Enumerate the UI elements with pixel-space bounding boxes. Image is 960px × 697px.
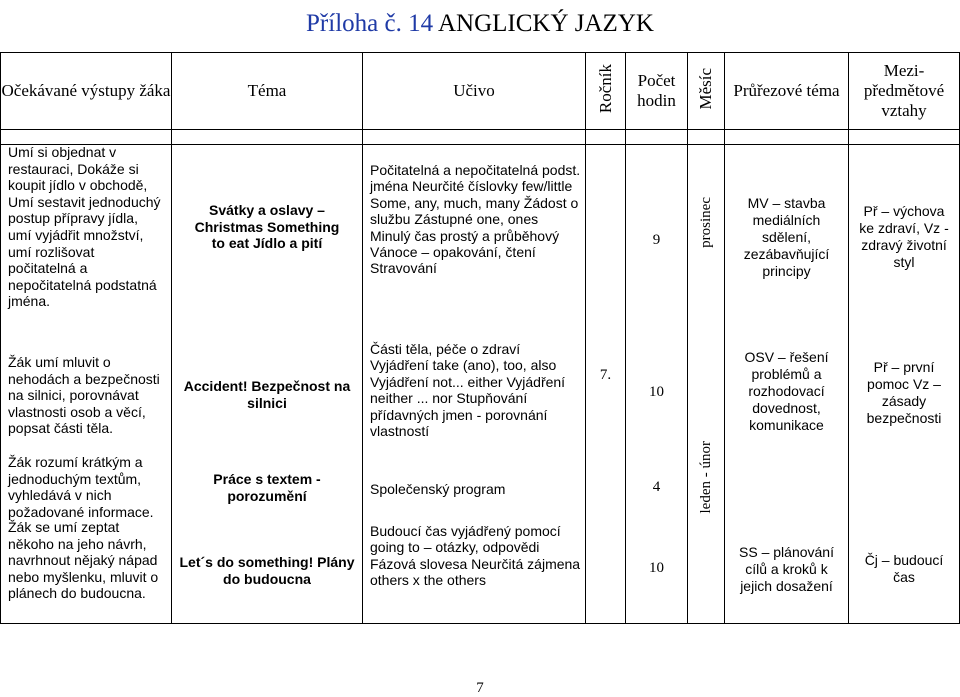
relations-text: Př – výchova ke zdraví, Vz -zdravý životní styl [859, 203, 949, 270]
header-content: Učivo [363, 53, 586, 130]
header-row [1, 53, 960, 130]
header-outputs: Očekávané výstupy žáka [1, 53, 172, 130]
topics-cell [172, 145, 363, 624]
header-relations: Mezi-předmětové vztahy [849, 53, 960, 130]
content-text: Počitatelná a nepočitatelná podst. jména Neurčité číslovky few/little Some, any, much, many Žádost o službu Zástupné one, ones Minulý čas prostý a průběhový Vánoce – opakování, čtení Stravování [370, 162, 581, 277]
cross-text: OSV – řešení problémů a rozhodovací dovednost, komunikace [744, 349, 829, 433]
topic-text: Práce s textem - porozumění [213, 471, 321, 504]
relations-text: Př – první pomoc Vz – zásady bezpečnosti [866, 359, 942, 426]
hours-value: 10 [649, 384, 664, 400]
title-subject: ANGLICKÝ JAZYK [437, 10, 654, 37]
output-text: Umí si objednat v restauraci, Dokáže si koupit jídlo v obchodě, Umí sestavit jednoduchý postup přípravy jídla, umí vyjádřit množství, umí rozlišovat počitatelná a nepočitatelná podstatná jména. [8, 144, 161, 310]
grade-text: 7. [599, 367, 612, 383]
hours-value: 10 [649, 560, 664, 576]
content-cell [363, 145, 586, 624]
relations-cell [849, 145, 960, 624]
cross-text: SS – plánování cílů a kroků k jejich dosažení [739, 544, 834, 594]
body-row [1, 145, 960, 624]
output-text: Žák rozumí krátkým a jednoduchým textům, vyhledává v nich požadované informace. [8, 454, 154, 520]
content-text: Části těla, péče o zdraví Vyjádření take (ano), too, also Vyjádření not... either Vyjádření neither ... nor Stupňování přídavných jmen - porovnání vlastností [370, 341, 566, 440]
grade-cell [586, 145, 626, 624]
page-number: 7 [476, 680, 484, 696]
content-text: Budoucí čas vyjádřený pomocí going to – otázky, odpovědi Fázová slovesa Neurčitá zájmena others x the others [370, 523, 581, 589]
output-text: Žák se umí zeptat někoho na jeho návrh, navrhnout nějaký nápad nebo myšlenku, mluvit o plánech do budoucna. [8, 519, 159, 602]
header-topic: Téma [172, 53, 363, 130]
month-text: leden - únor [697, 441, 714, 514]
outputs-cell [1, 145, 172, 624]
cross-cell [725, 145, 849, 624]
header-grade: Ročník [586, 53, 626, 130]
spacer-row [1, 130, 960, 145]
content-text: Společenský program [370, 481, 506, 497]
month-text: prosinec [697, 197, 714, 248]
header-cross: Průřezové téma [725, 53, 849, 130]
header-hours: Počet hodin [626, 53, 688, 130]
cross-text: MV – stavba mediálních sdělení, zezábavňující principy [743, 195, 830, 279]
hours-value: 4 [652, 479, 661, 495]
topic-text: Svátky a oslavy – Christmas Something to eat Jídlo a pití [194, 202, 340, 251]
curriculum-table [0, 52, 960, 624]
header-month: Měsíc [688, 53, 725, 130]
month-cell [688, 145, 725, 624]
title-prefix: Příloha č. 14 [306, 10, 434, 37]
topic-text: Accident! Bezpečnost na silnici [183, 378, 351, 411]
topic-text: Let´s do something! Plány do budoucna [179, 554, 355, 587]
relations-text: Čj – budoucí čas [864, 552, 944, 585]
hours-cell [626, 145, 688, 624]
output-text: Žák umí mluvit o nehodách a bezpečnosti na silnici, porovnávat vlastnosti osob a věcí, popsat části těla. [8, 354, 160, 437]
hours-value: 9 [652, 232, 661, 248]
page-title [0, 10, 960, 38]
